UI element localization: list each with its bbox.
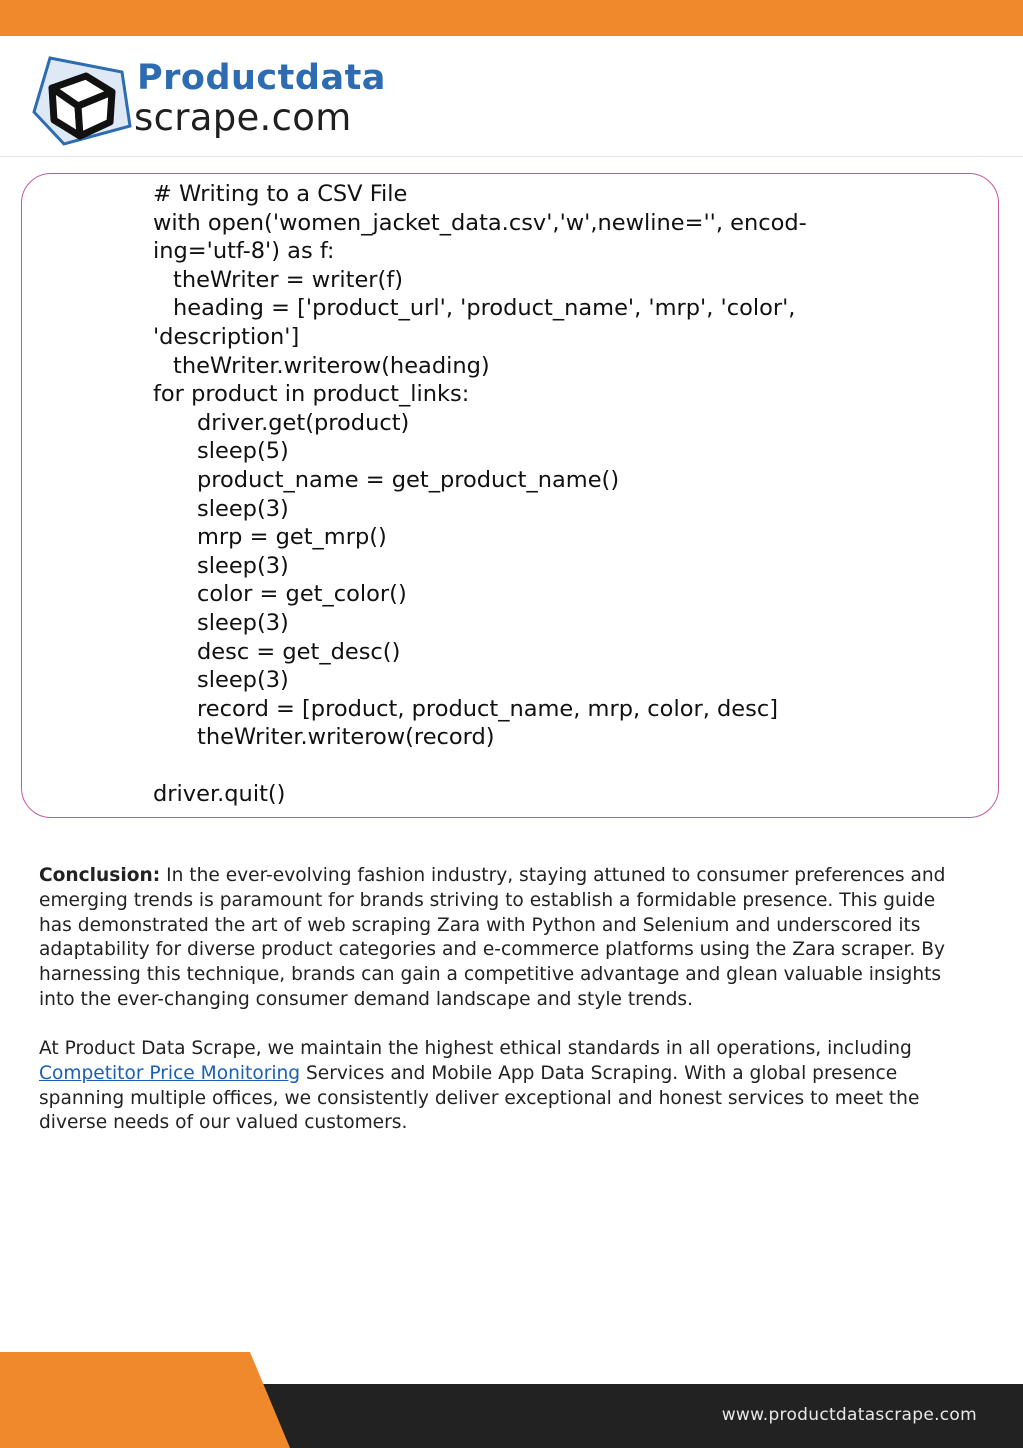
code-line: sleep(3): [197, 552, 289, 579]
code-line: sleep(3): [197, 495, 289, 522]
code-line: # Writing to a CSV File: [153, 181, 408, 207]
code-line: driver.quit(): [153, 781, 286, 808]
code-block: [153, 180, 973, 809]
code-line: record = [product, product_name, mrp, color, desc]: [197, 695, 779, 722]
code-line: with open('women_jacket_data.csv','w',newline='', encod-: [153, 209, 807, 236]
code-line: [153, 752, 973, 781]
code-line: desc = get_desc(): [197, 638, 401, 665]
code-line: mrp = get_mrp(): [197, 524, 387, 551]
about-text-before: At Product Data Scrape, we maintain the highest ethical standards in all operations, including: [39, 1038, 912, 1059]
code-line: for product in product_links:: [153, 381, 470, 408]
code-line: theWriter.writerow(heading): [173, 352, 490, 379]
header: [0, 36, 1023, 157]
footer-orange-shape: [0, 1352, 290, 1448]
code-line: sleep(3): [197, 609, 289, 636]
code-line: color = get_color(): [197, 581, 407, 608]
footer-website-url: www.productdatascrape.com: [721, 1405, 977, 1425]
conclusion-label: Conclusion:: [39, 865, 161, 886]
conclusion-paragraph: [39, 864, 959, 1013]
about-paragraph: [39, 1037, 959, 1136]
logo-wordmark-top: Productdata: [137, 58, 386, 98]
logo-wordmark-bottom: scrape.com: [134, 96, 352, 139]
code-line: sleep(3): [197, 667, 289, 694]
code-line: theWriter.writerow(record): [197, 724, 495, 751]
code-line: heading = ['product_url', 'product_name', 'mrp', 'color',: [173, 295, 796, 322]
competitor-price-monitoring-link[interactable]: Competitor Price Monitoring: [39, 1062, 301, 1084]
code-line: sleep(5): [197, 438, 289, 465]
code-line: 'description']: [153, 323, 300, 350]
code-line: product_name = get_product_name(): [197, 466, 620, 493]
code-line: ing='utf-8') as f:: [153, 238, 335, 265]
logo-cube-icon: [30, 52, 134, 148]
conclusion-text: In the ever-evolving fashion industry, staying attuned to consumer preferences and emerging trends is paramount for brands striving to establish a formidable presence. This guide has demonstrated the art of web scraping Zara with Python and Selenium and underscored its adaptability for diverse product categories and e-commerce platforms using the Zara scraper. By harnessing this technique, brands can gain a competitive advantage and glean valuable insights into the ever-changing consumer demand landscape and style trends.: [39, 865, 946, 1010]
about-text-after: Services and Mobile App Data Scraping. With a global presence spanning multiple offices, we consistently deliver exceptional and honest services to meet the diverse needs of our valued customers.: [39, 1062, 920, 1134]
top-accent-bar: [0, 0, 1023, 36]
code-line: driver.get(product): [197, 409, 410, 436]
code-line: theWriter = writer(f): [173, 266, 404, 293]
